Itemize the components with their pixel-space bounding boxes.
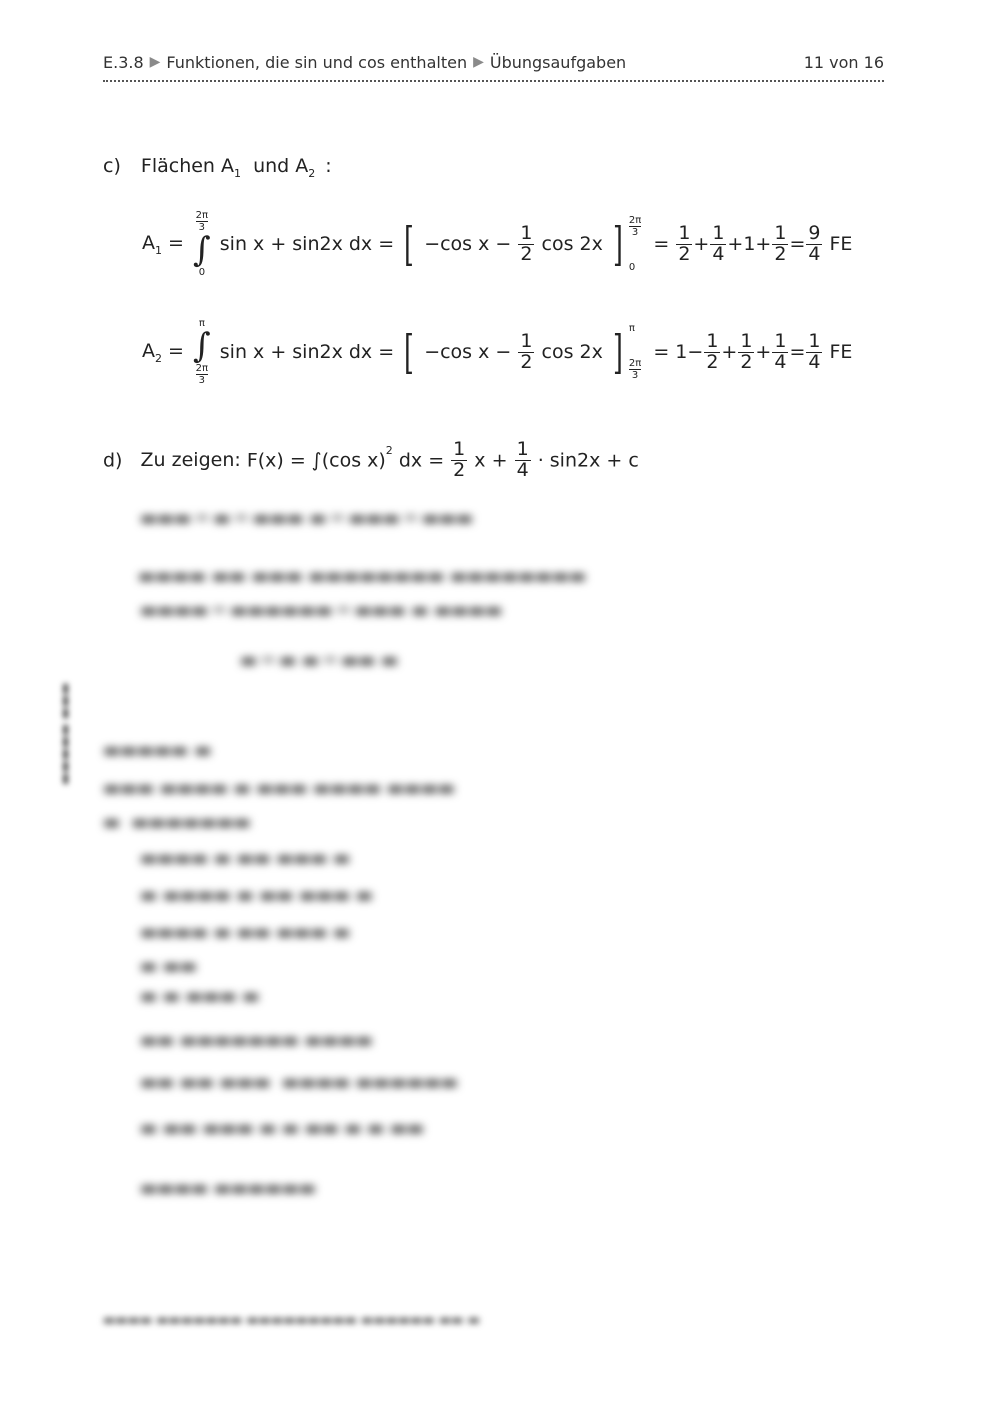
part-d-text: Zu zeigen: xyxy=(140,449,241,472)
a1-half-fraction: $\frac{1}{2}$ xyxy=(520,221,533,265)
a1-symbol: A xyxy=(142,231,155,254)
a2-integral xyxy=(193,318,211,386)
integral-sign: ∫ xyxy=(193,230,211,270)
part-d-mid: x + xyxy=(474,449,508,472)
a1-upper-limit: 2π 3 xyxy=(195,210,209,233)
breadcrumb-arrow-icon: ▶ xyxy=(149,54,161,70)
section-title: Übungsaufgaben xyxy=(489,52,627,72)
a2-result: = 1− $\frac{1}{2}$ + $\frac{1}{2}$ + $\frac{1}{4}$ = $\frac{1}{4}$ FE xyxy=(653,329,853,373)
a2-integrand: sin x + sin2x dx = xyxy=(219,341,395,363)
a2-symbol-index: 2 xyxy=(155,351,162,365)
part-c-heading xyxy=(103,155,332,180)
equation-a1: $A_1$ = 2π 3 ∫ 0 sin x + sin2x dx = [ −cos x − $\frac{1}{2}$ cos 2x ] 2π 3 0 = $\frac{1}{2}$ + $\frac{1}{4}$ +1+ $\frac{1}{2}$ = $\frac{9}{4}$ FE xyxy=(142,210,853,278)
part-d-label: d) xyxy=(103,449,123,472)
left-bracket: [ xyxy=(404,217,415,271)
part-d-line xyxy=(103,440,639,481)
a1-antiderivative-a: −cos x − xyxy=(424,233,512,255)
blurred-proof-line-2: ▬▬▬▬ ═ ▬▬▬▬▬▬ ═ ▬▬▬ ▬ ▬▬▬▬ xyxy=(140,600,503,621)
a1-antiderivative-b: cos 2x xyxy=(541,233,603,255)
chapter-title: Funktionen, die sin und cos enthalten xyxy=(166,52,468,72)
blurred-task-function: ▬▬▬ ▬▬▬▬ ▬ ▬▬▬ ▬▬▬▬ ▬▬▬▬ xyxy=(103,778,455,799)
part-d-end: · sin2x + c xyxy=(537,449,639,472)
a1-result: = $\frac{1}{2}$ + $\frac{1}{4}$ +1+ $\frac{1}{2}$ = $\frac{9}{4}$ FE xyxy=(653,221,853,265)
page-header xyxy=(103,48,884,76)
a2-symbol: A xyxy=(142,339,155,362)
blurred-task-a: ▬ ▬▬▬▬▬▬▬ xyxy=(103,812,251,833)
part-d-frac-quarter: $\frac{1}{4}$ xyxy=(516,438,529,481)
header-divider xyxy=(103,80,884,82)
breadcrumb-arrow-icon: ▶ xyxy=(473,54,484,70)
a2-lower-limit: 2π 3 xyxy=(195,363,209,386)
blurred-footer: ▬▬▬▬ ▬▬▬▬▬▬▬ ▬▬▬▬▬▬▬▬▬ ▬▬▬▬▬▬ ▬▬ ▬ xyxy=(103,1313,480,1328)
page-number: 11 von 16 xyxy=(803,52,884,72)
blurred-task-heading: ▬▬▬▬▬ ▬ xyxy=(103,740,212,761)
blurred-proof-line-3: ▬ ═ ▬ ▬ ═ ▬▬ ▬ xyxy=(240,650,399,671)
part-d-frac-half: $\frac{1}{2}$ xyxy=(453,438,466,481)
blurred-step-7: ▬▬ ▬▬ ▬▬▬ ▬▬▬▬ ▬▬▬▬▬▬ xyxy=(140,1072,458,1093)
part-c-heading-mid: und A xyxy=(253,155,309,177)
a1-symbol-index: 1 xyxy=(155,243,162,257)
part-c-heading-colon: : xyxy=(325,155,332,177)
a1-integrand: sin x + sin2x dx = xyxy=(219,233,395,255)
right-bracket: ] xyxy=(612,325,623,379)
left-bracket: [ xyxy=(404,325,415,379)
a1-eval-limits: 2π 3 0 xyxy=(628,215,642,273)
chapter-number: E.3.8 xyxy=(103,52,144,72)
a2-antiderivative-a: −cos x − xyxy=(424,341,512,363)
part-d-formula-a: F(x) = ∫(cos x) xyxy=(246,449,386,472)
a2-index: 2 xyxy=(308,166,316,180)
a1-integral xyxy=(193,210,211,278)
a2-eval-limits: π 2π 3 xyxy=(628,323,642,381)
blurred-step-4: ▬ ▬▬ xyxy=(140,956,197,977)
blurred-step-1: ▬▬▬▬ ▬ ▬▬ ▬▬▬ ▬ xyxy=(140,848,350,869)
blurred-step-5: ▬ ▬ ▬▬▬ ▬ xyxy=(140,986,260,1007)
a1-lower-limit: 0 xyxy=(198,267,206,278)
part-d-exponent: 2 xyxy=(385,443,393,457)
a2-upper-limit: π xyxy=(198,318,205,329)
blurred-step-3: ▬▬▬▬ ▬ ▬▬ ▬▬▬ ▬ xyxy=(140,922,350,943)
right-bracket: ] xyxy=(612,217,623,271)
blurred-proof-line-1: ▬▬▬ ═ ▬ ═ ▬▬▬ ▬ ═ ▬▬▬ ═ ▬▬▬ xyxy=(140,508,473,529)
blurred-step-6: ▬▬ ▬▬▬▬▬▬▬ ▬▬▬▬ xyxy=(140,1030,373,1051)
integral-sign: ∫ xyxy=(193,326,211,366)
blurred-side-copyright: ▬▬▬▬▬ ▬▬▬ xyxy=(58,682,73,785)
part-d-formula-b: dx = xyxy=(398,449,445,472)
blurred-step-8: ▬ ▬▬ ▬▬▬ ▬ ▬ ▬▬ ▬ ▬ ▬▬ xyxy=(140,1118,424,1139)
equation-a2: $A_2$ = π ∫ 2π 3 sin x + sin2x dx = [ −cos x − $\frac{1}{2}$ cos 2x ] π 2π 3 = 1− $\frac{1}{2}$ + $\frac{1}{2}$ + $\frac{1}{4}$ = $\frac{1}{4}$ FE xyxy=(142,318,853,386)
a1-index: 1 xyxy=(234,166,242,180)
a2-half-fraction: $\frac{1}{2}$ xyxy=(520,329,533,373)
part-c-label: c) xyxy=(103,155,121,177)
a2-antiderivative-b: cos 2x xyxy=(541,341,603,363)
part-c-heading-text: Flächen A xyxy=(140,155,235,177)
blurred-step-9: ▬▬▬▬ ▬▬▬▬▬▬ xyxy=(140,1178,316,1199)
blurred-proof-statement: ▬▬▬▬ ▬▬ ▬▬▬ ▬▬▬▬▬▬▬▬ ▬▬▬▬▬▬▬▬ xyxy=(138,566,587,587)
blurred-step-2: ▬ ▬▬▬▬ ▬ ▬▬ ▬▬▬ ▬ xyxy=(140,885,373,906)
